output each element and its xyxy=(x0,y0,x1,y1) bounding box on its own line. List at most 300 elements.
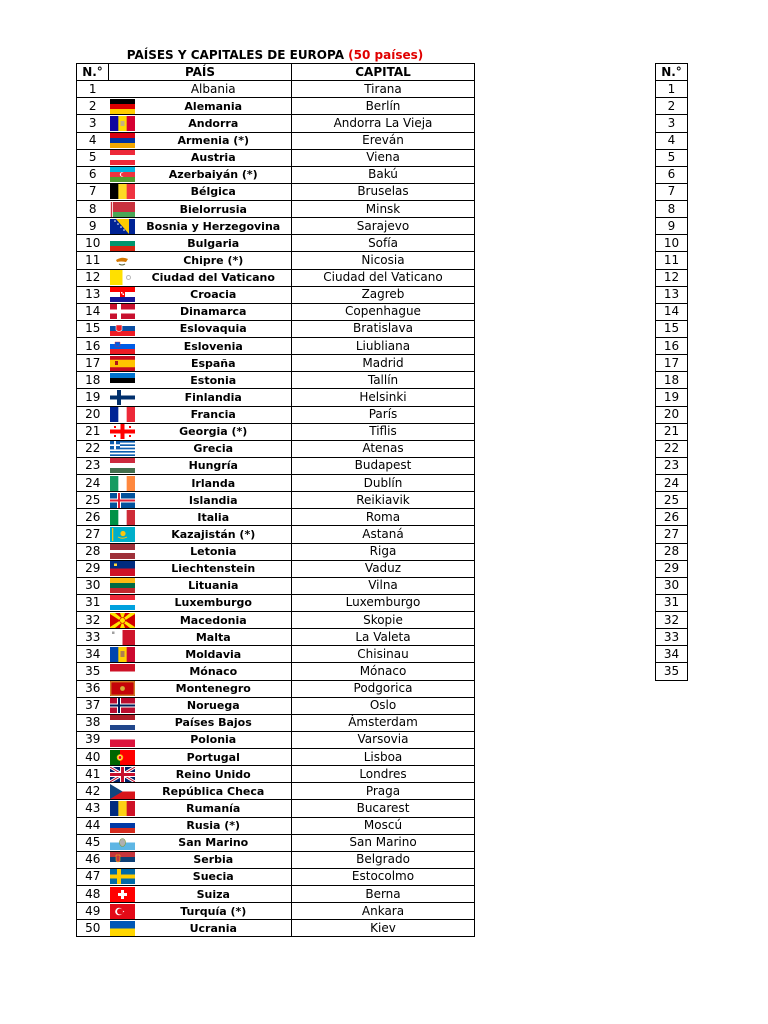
russia-flag-icon xyxy=(110,818,135,833)
country-name: San Marino xyxy=(136,834,292,851)
side-row xyxy=(656,81,688,98)
country-row xyxy=(77,81,475,98)
side-row-number: 30 xyxy=(656,577,688,594)
country-name: Finlandia xyxy=(136,389,292,406)
countries-table xyxy=(76,63,475,937)
country-name: Italia xyxy=(136,509,292,526)
side-row-number: 6 xyxy=(656,166,688,183)
capital-name: Ámsterdam xyxy=(292,714,475,731)
side-row-number: 5 xyxy=(656,149,688,166)
country-row xyxy=(77,920,475,937)
country-name: Irlanda xyxy=(136,475,292,492)
lithuania-flag-icon xyxy=(110,578,135,593)
country-row xyxy=(77,286,475,303)
row-number: 31 xyxy=(77,594,109,611)
number-column-table xyxy=(655,63,688,681)
country-row xyxy=(77,714,475,731)
country-row xyxy=(77,612,475,629)
row-number: 49 xyxy=(77,903,109,920)
country-name: Montenegro xyxy=(136,680,292,697)
capital-name: Ereván xyxy=(292,132,475,149)
row-number: 14 xyxy=(77,303,109,320)
country-row xyxy=(77,646,475,663)
country-row xyxy=(77,132,475,149)
row-number: 6 xyxy=(77,166,109,183)
country-name: Macedonia xyxy=(136,612,292,629)
cyprus-flag-icon xyxy=(110,253,135,268)
title-text: PAÍSES Y CAPITALES DE EUROPA xyxy=(126,48,344,62)
country-name: Alemania xyxy=(136,98,292,115)
country-name: Dinamarca xyxy=(136,303,292,320)
capital-name: Tallín xyxy=(292,372,475,389)
side-row-number: 20 xyxy=(656,406,688,423)
country-name: Georgia (*) xyxy=(136,423,292,440)
spain-flag-icon xyxy=(110,356,135,371)
flag-cell xyxy=(109,509,136,526)
germany-flag-icon xyxy=(110,99,135,114)
country-row xyxy=(77,183,475,200)
row-number: 37 xyxy=(77,697,109,714)
slovakia-flag-icon xyxy=(110,321,135,336)
country-name: Azerbaiyán (*) xyxy=(136,166,292,183)
row-number: 50 xyxy=(77,920,109,937)
row-number: 29 xyxy=(77,560,109,577)
country-name: Chipre (*) xyxy=(136,252,292,269)
side-row-number: 10 xyxy=(656,235,688,252)
capital-name: Skopie xyxy=(292,612,475,629)
row-number: 25 xyxy=(77,492,109,509)
side-row xyxy=(656,389,688,406)
switzerland-flag-icon xyxy=(110,887,135,902)
country-name: Estonia xyxy=(136,372,292,389)
row-number: 32 xyxy=(77,612,109,629)
country-row xyxy=(77,783,475,800)
side-row-number: 23 xyxy=(656,457,688,474)
side-row-number: 28 xyxy=(656,543,688,560)
side-row-number: 22 xyxy=(656,440,688,457)
estonia-flag-icon xyxy=(110,373,135,388)
row-number: 8 xyxy=(77,201,109,218)
row-number: 43 xyxy=(77,800,109,817)
row-number: 22 xyxy=(77,440,109,457)
capital-name: Lisboa xyxy=(292,749,475,766)
belgium-flag-icon xyxy=(110,184,135,199)
capital-name: Berna xyxy=(292,886,475,903)
flag-cell xyxy=(109,629,136,646)
country-row xyxy=(77,320,475,337)
country-name: Mónaco xyxy=(136,663,292,680)
capital-name: Andorra La Vieja xyxy=(292,115,475,132)
flag-cell xyxy=(109,834,136,851)
side-row xyxy=(656,201,688,218)
country-row xyxy=(77,166,475,183)
row-number: 10 xyxy=(77,235,109,252)
flag-cell xyxy=(109,303,136,320)
side-row xyxy=(656,286,688,303)
side-row xyxy=(656,338,688,355)
flag-cell xyxy=(109,81,136,98)
azerbaijan-flag-icon xyxy=(110,167,135,182)
side-row-number: 21 xyxy=(656,423,688,440)
side-row-number: 24 xyxy=(656,475,688,492)
country-name: Liechtenstein xyxy=(136,560,292,577)
country-row xyxy=(77,115,475,132)
country-name: Suecia xyxy=(136,868,292,885)
capital-name: Moscú xyxy=(292,817,475,834)
country-row xyxy=(77,560,475,577)
capital-name: Ankara xyxy=(292,903,475,920)
croatia-flag-icon xyxy=(110,287,135,302)
flag-cell xyxy=(109,406,136,423)
flag-cell xyxy=(109,320,136,337)
capital-name: Vaduz xyxy=(292,560,475,577)
country-name: Letonia xyxy=(136,543,292,560)
side-row xyxy=(656,98,688,115)
row-number: 12 xyxy=(77,269,109,286)
denmark-flag-icon xyxy=(110,304,135,319)
flag-cell xyxy=(109,800,136,817)
side-row-number: 7 xyxy=(656,183,688,200)
flag-cell xyxy=(109,201,136,218)
country-name: Bulgaria xyxy=(136,235,292,252)
flag-cell xyxy=(109,475,136,492)
country-row xyxy=(77,218,475,235)
flag-cell xyxy=(109,423,136,440)
row-number: 19 xyxy=(77,389,109,406)
country-name: Eslovaquia xyxy=(136,320,292,337)
capital-name: Nicosia xyxy=(292,252,475,269)
row-number: 7 xyxy=(77,183,109,200)
side-row-number: 3 xyxy=(656,115,688,132)
ukraine-flag-icon xyxy=(110,921,135,936)
header-capital: CAPITAL xyxy=(292,64,475,81)
side-row xyxy=(656,252,688,269)
header-country: PAÍS xyxy=(109,64,292,81)
country-row xyxy=(77,372,475,389)
kazakhstan-flag-icon xyxy=(110,527,135,542)
capital-name: Luxemburgo xyxy=(292,594,475,611)
flag-cell xyxy=(109,851,136,868)
flag-cell xyxy=(109,903,136,920)
flag-cell xyxy=(109,132,136,149)
portugal-flag-icon xyxy=(110,750,135,765)
country-name: Polonia xyxy=(136,731,292,748)
country-row xyxy=(77,269,475,286)
row-number: 5 xyxy=(77,149,109,166)
side-row xyxy=(656,492,688,509)
country-row xyxy=(77,749,475,766)
side-row-number: 18 xyxy=(656,372,688,389)
country-name: Reino Unido xyxy=(136,766,292,783)
side-row xyxy=(656,509,688,526)
france-flag-icon xyxy=(110,407,135,422)
header-row xyxy=(77,64,475,81)
bulgaria-flag-icon xyxy=(110,236,135,251)
country-row xyxy=(77,851,475,868)
row-number: 27 xyxy=(77,526,109,543)
capital-name: Oslo xyxy=(292,697,475,714)
side-row xyxy=(656,320,688,337)
flag-cell xyxy=(109,389,136,406)
austria-flag-icon xyxy=(110,150,135,165)
capital-name: Tiflis xyxy=(292,423,475,440)
sweden-flag-icon xyxy=(110,869,135,884)
country-name: Albania xyxy=(136,81,292,98)
latvia-flag-icon xyxy=(110,544,135,559)
uk-flag-icon xyxy=(110,767,135,782)
turkey-flag-icon xyxy=(110,904,135,919)
flag-cell xyxy=(109,183,136,200)
side-row-number: 27 xyxy=(656,526,688,543)
side-row xyxy=(656,594,688,611)
flag-cell xyxy=(109,457,136,474)
country-row xyxy=(77,903,475,920)
side-row-number: 16 xyxy=(656,338,688,355)
side-row xyxy=(656,423,688,440)
row-number: 39 xyxy=(77,731,109,748)
country-row xyxy=(77,457,475,474)
capital-name: París xyxy=(292,406,475,423)
romania-flag-icon xyxy=(110,801,135,816)
flag-cell xyxy=(109,149,136,166)
side-row-number: 4 xyxy=(656,132,688,149)
side-row-number: 35 xyxy=(656,663,688,680)
country-row xyxy=(77,492,475,509)
side-row xyxy=(656,235,688,252)
belarus-flag-icon xyxy=(110,202,135,217)
country-name: Kazajistán (*) xyxy=(136,526,292,543)
country-row xyxy=(77,440,475,457)
flag-cell xyxy=(109,492,136,509)
country-row xyxy=(77,509,475,526)
flag-cell xyxy=(109,166,136,183)
country-row xyxy=(77,594,475,611)
monaco-flag-icon xyxy=(110,664,135,679)
row-number: 44 xyxy=(77,817,109,834)
row-number: 4 xyxy=(77,132,109,149)
country-name: Andorra xyxy=(136,115,292,132)
side-row-number: 14 xyxy=(656,303,688,320)
country-row xyxy=(77,629,475,646)
armenia-flag-icon xyxy=(110,133,135,148)
capital-name: Zagreb xyxy=(292,286,475,303)
flag-cell xyxy=(109,252,136,269)
header-number: N.° xyxy=(77,64,109,81)
country-row xyxy=(77,303,475,320)
liechtenstein-flag-icon xyxy=(110,561,135,576)
capital-name: Helsinki xyxy=(292,389,475,406)
side-header-row xyxy=(656,64,688,81)
capital-name: Minsk xyxy=(292,201,475,218)
luxembourg-flag-icon xyxy=(110,595,135,610)
macedonia-flag-icon xyxy=(110,613,135,628)
country-row xyxy=(77,817,475,834)
side-row xyxy=(656,663,688,680)
row-number: 24 xyxy=(77,475,109,492)
country-row xyxy=(77,766,475,783)
capital-name: Sofía xyxy=(292,235,475,252)
flag-cell xyxy=(109,817,136,834)
country-row xyxy=(77,697,475,714)
country-name: Suiza xyxy=(136,886,292,903)
row-number: 20 xyxy=(77,406,109,423)
row-number: 34 xyxy=(77,646,109,663)
row-number: 1 xyxy=(77,81,109,98)
country-row xyxy=(77,886,475,903)
country-name: Noruega xyxy=(136,697,292,714)
side-row xyxy=(656,355,688,372)
side-header-number: N.° xyxy=(656,64,688,81)
flag-cell xyxy=(109,218,136,235)
capital-name: Bratislava xyxy=(292,320,475,337)
country-name: Grecia xyxy=(136,440,292,457)
georgia-flag-icon xyxy=(110,424,135,439)
flag-cell xyxy=(109,714,136,731)
row-number: 21 xyxy=(77,423,109,440)
capital-name: Riga xyxy=(292,543,475,560)
side-row xyxy=(656,543,688,560)
side-row xyxy=(656,303,688,320)
capital-name: Bakú xyxy=(292,166,475,183)
side-row-number: 34 xyxy=(656,646,688,663)
flag-cell xyxy=(109,646,136,663)
flag-cell xyxy=(109,749,136,766)
row-number: 42 xyxy=(77,783,109,800)
country-name: Ucrania xyxy=(136,920,292,937)
country-row xyxy=(77,475,475,492)
capital-name: Vilna xyxy=(292,577,475,594)
country-row xyxy=(77,355,475,372)
flag-cell xyxy=(109,594,136,611)
country-name: Portugal xyxy=(136,749,292,766)
flag-cell xyxy=(109,783,136,800)
flag-cell xyxy=(109,338,136,355)
capital-name: Bucarest xyxy=(292,800,475,817)
country-name: Países Bajos xyxy=(136,714,292,731)
flag-cell xyxy=(109,98,136,115)
flag-cell xyxy=(109,115,136,132)
country-row xyxy=(77,201,475,218)
vatican-flag-icon xyxy=(110,270,135,285)
bosnia-flag-icon xyxy=(110,219,135,234)
country-name: Moldavia xyxy=(136,646,292,663)
country-name: Luxemburgo xyxy=(136,594,292,611)
country-name: Austria xyxy=(136,149,292,166)
row-number: 38 xyxy=(77,714,109,731)
capital-name: Atenas xyxy=(292,440,475,457)
moldova-flag-icon xyxy=(110,647,135,662)
side-row-number: 31 xyxy=(656,594,688,611)
czech-flag-icon xyxy=(110,784,135,799)
side-row xyxy=(656,526,688,543)
capital-name: Bruselas xyxy=(292,183,475,200)
side-row-number: 12 xyxy=(656,269,688,286)
flag-cell xyxy=(109,663,136,680)
capital-name: San Marino xyxy=(292,834,475,851)
country-name: Eslovenia xyxy=(136,338,292,355)
capital-name: Liubliana xyxy=(292,338,475,355)
side-row-number: 26 xyxy=(656,509,688,526)
side-row-number: 17 xyxy=(656,355,688,372)
row-number: 33 xyxy=(77,629,109,646)
country-name: Turquía (*) xyxy=(136,903,292,920)
row-number: 2 xyxy=(77,98,109,115)
country-name: Bosnia y Herzegovina xyxy=(136,218,292,235)
row-number: 9 xyxy=(77,218,109,235)
side-row-number: 9 xyxy=(656,218,688,235)
montenegro-flag-icon xyxy=(110,681,135,696)
sanmarino-flag-icon xyxy=(110,835,135,850)
flag-cell xyxy=(109,577,136,594)
side-row-number: 32 xyxy=(656,612,688,629)
side-row-number: 25 xyxy=(656,492,688,509)
country-row xyxy=(77,543,475,560)
side-row xyxy=(656,149,688,166)
capital-name: Roma xyxy=(292,509,475,526)
flag-cell xyxy=(109,697,136,714)
greece-flag-icon xyxy=(110,441,135,456)
flag-cell xyxy=(109,355,136,372)
page-title xyxy=(76,47,474,64)
country-name: Hungría xyxy=(136,457,292,474)
country-name: Malta xyxy=(136,629,292,646)
side-row-number: 19 xyxy=(656,389,688,406)
poland-flag-icon xyxy=(110,732,135,747)
country-name: Rumanía xyxy=(136,800,292,817)
serbia-flag-icon xyxy=(110,852,135,867)
flag-cell xyxy=(109,920,136,937)
side-row-number: 8 xyxy=(656,201,688,218)
capital-name: Belgrado xyxy=(292,851,475,868)
country-name: Islandia xyxy=(136,492,292,509)
side-row xyxy=(656,183,688,200)
flag-cell xyxy=(109,886,136,903)
capital-name: Chisinau xyxy=(292,646,475,663)
row-number: 48 xyxy=(77,886,109,903)
country-name: Armenia (*) xyxy=(136,132,292,149)
row-number: 11 xyxy=(77,252,109,269)
side-row-number: 15 xyxy=(656,320,688,337)
country-name: Croacia xyxy=(136,286,292,303)
capital-name: Mónaco xyxy=(292,663,475,680)
capital-name: Tirana xyxy=(292,81,475,98)
side-row-number: 33 xyxy=(656,629,688,646)
flag-cell xyxy=(109,235,136,252)
flag-cell xyxy=(109,286,136,303)
flag-cell xyxy=(109,731,136,748)
country-row xyxy=(77,98,475,115)
side-row xyxy=(656,440,688,457)
row-number: 30 xyxy=(77,577,109,594)
title-count: (50 países) xyxy=(348,48,424,62)
country-name: Ciudad del Vaticano xyxy=(136,269,292,286)
side-row xyxy=(656,406,688,423)
capital-name: Sarajevo xyxy=(292,218,475,235)
side-row xyxy=(656,646,688,663)
country-row xyxy=(77,235,475,252)
netherlands-flag-icon xyxy=(110,715,135,730)
row-number: 40 xyxy=(77,749,109,766)
side-row xyxy=(656,269,688,286)
country-row xyxy=(77,680,475,697)
flag-cell xyxy=(109,612,136,629)
andorra-flag-icon xyxy=(110,116,135,131)
side-row xyxy=(656,629,688,646)
country-name: Bielorrusia xyxy=(136,201,292,218)
side-row xyxy=(656,577,688,594)
row-number: 18 xyxy=(77,372,109,389)
row-number: 15 xyxy=(77,320,109,337)
